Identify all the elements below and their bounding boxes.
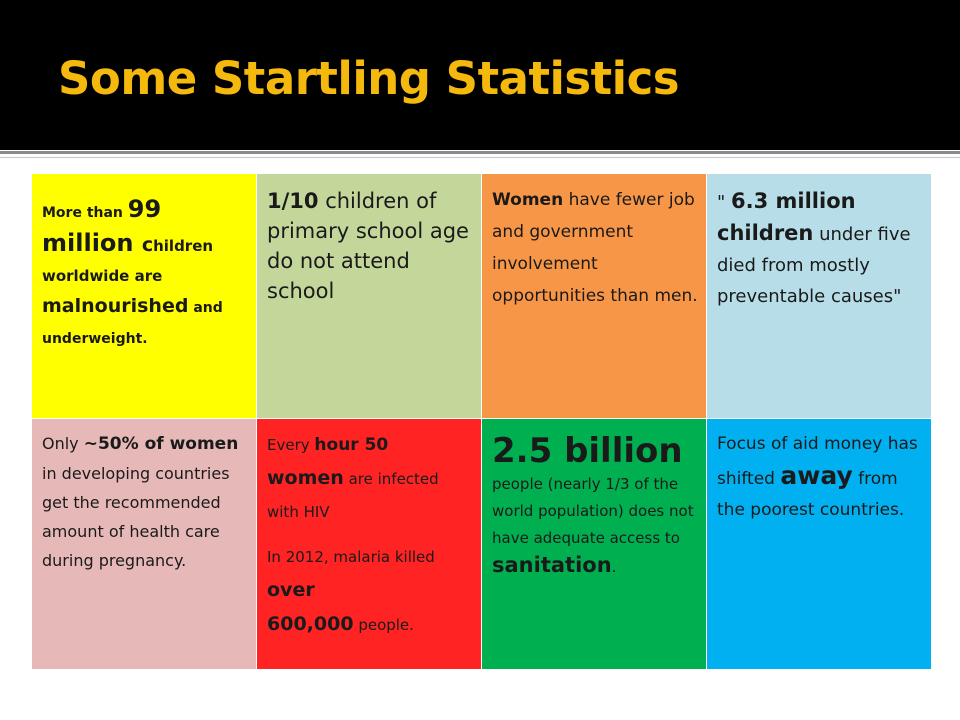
stat-cell-schooling (257, 174, 481, 418)
stat-cell-maternal-health (32, 419, 256, 669)
stat-text: people (nearly 1/3 of the world population) does not have adequate access to sanitation. (492, 475, 694, 577)
stat-text: 1/10 children of primary school age do not attend school (267, 189, 469, 303)
stat-cell-sanitation (482, 419, 706, 669)
stat-text-malaria: In 2012, malaria killed over 600,000 people. (267, 548, 435, 635)
stat-text-hiv: Every hour 50 women are infected with HIV (267, 435, 439, 521)
stat-cell-aid-money (707, 419, 931, 669)
stat-highlight: 2.5 billion (492, 431, 683, 471)
stat-text: Only ~50% of women in developing countries get the recommended amount of health care during pregnancy. (42, 434, 239, 570)
statistics-grid (32, 174, 930, 669)
stat-text: Focus of aid money has shifted away from the poorest countries. (717, 434, 918, 520)
stat-cell-malnourished (32, 174, 256, 418)
slide-title: Some Startling Statistics (58, 52, 680, 105)
divider-line-thin (0, 157, 960, 158)
stat-text: More than 99 million children worldwide are malnourished and underweight. (42, 195, 223, 347)
stat-text: " 6.3 million children under five died from mostly preventable causes" (717, 189, 911, 307)
divider-line (0, 151, 960, 154)
stat-cell-child-deaths (707, 174, 931, 418)
stat-cell-hiv-malaria (257, 419, 481, 669)
stat-cell-women-opportunities (482, 174, 706, 418)
stat-text: Women have fewer job and government involvement opportunities than men. (492, 190, 698, 306)
